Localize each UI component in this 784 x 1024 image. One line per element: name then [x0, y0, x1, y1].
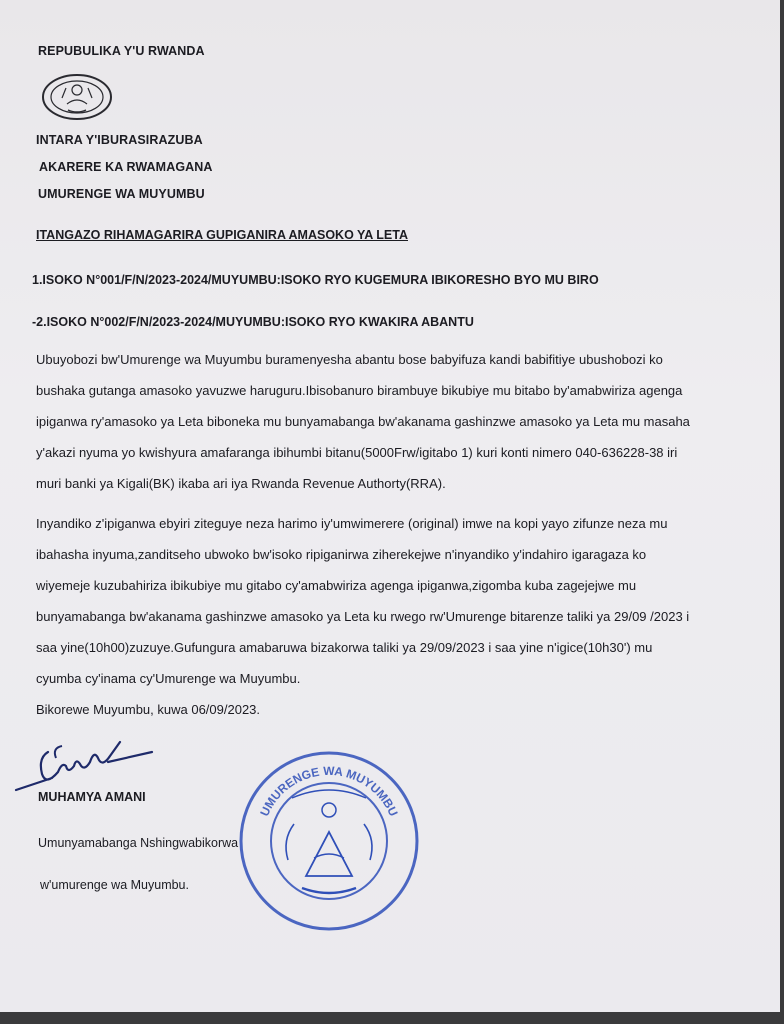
paragraph-line: ipiganwa ry'amasoko ya Leta biboneka mu bunyamabanga bw'akanama gashinzwe amasoko ya Leta mu masaha	[36, 414, 690, 429]
paragraph-line: muri banki ya Kigali(BK) ikaba ari iya Rwanda Revenue Authorty(RRA).	[36, 476, 446, 491]
paragraph-line: Ubuyobozi bw'Umurenge wa Muyumbu buramenyesha abantu bose babyifuza kandi babifitiye ubushobozi ko	[36, 352, 663, 367]
official-stamp-icon	[236, 748, 422, 934]
stamp-ring-text: UMURENGE WA MUYUMBU	[257, 763, 401, 819]
province-name: INTARA Y'IBURASIRAZUBA	[36, 133, 203, 147]
paragraph-line: bushaka gutanga amasoko yavuzwe haruguru.Ibisobanuro birambuye bikubiye mu bitabo by'amabwiriza agenga	[36, 383, 683, 398]
signatory-name: MUHAMYA AMANI	[38, 790, 146, 804]
district-name: AKARERE KA RWAMAGANA	[39, 160, 213, 174]
place-date: Bikorewe Muyumbu, kuwa 06/09/2023.	[36, 702, 261, 717]
paragraph-line: cyumba cy'inama cy'Umurenge wa Muyumbu.	[36, 671, 301, 686]
signature-icon	[12, 728, 162, 798]
paragraph-line: bunyamabanga bw'akanama gashinzwe amasoko ya Leta ku rwego rw'Umurenge bitarenze taliki ya 29/09 /2023 i	[36, 609, 690, 624]
paragraph-line: wiyemeje kuzubahiriza ibikubiye mu gitabo cy'amabwiriza agenga ipiganwa,zigomba kuba zagejejwe mu	[36, 578, 637, 593]
sector-name: UMURENGE WA MUYUMBU	[38, 187, 205, 201]
signatory-title-1: Umunyamabanga Nshingwabikorwa	[38, 836, 239, 850]
paragraph-line: Inyandiko z'ipiganwa ebyiri ziteguye neza harimo iy'umwimerere (original) imwe na kopi yayo zifunze neza mu	[36, 516, 668, 531]
paragraph-line: ibahasha inyuma,zanditseho ubwoko bw'isoko ripiganirwa ziherekejwe n'inyandiko y'indahiro igaragaza ko	[36, 547, 647, 562]
paragraph-line: saa yine(10h00)zuzuye.Gufungura amabaruwa bizakorwa taliki ya 29/09/2023 i saa yine n'igice(10h30') mu	[36, 640, 653, 655]
notice-title: ITANGAZO RIHAMAGARIRA GUPIGANIRA AMASOKO YA LETA	[36, 228, 408, 242]
paragraph-1	[36, 344, 740, 499]
paragraph-line: y'akazi nyuma yo kwishyura amafaranga ibihumbi bitanu(5000Frw/igitabo 1) kuri konti nimero 040-636228-38 iri	[36, 445, 678, 460]
tender-1: 1.ISOKO N°001/F/N/2023-2024/MUYUMBU:ISOKO RYO KUGEMURA IBIKORESHO BYO MU BIRO	[32, 273, 599, 287]
rwanda-emblem-icon	[40, 72, 114, 122]
country-name: REPUBULIKA Y'U RWANDA	[38, 44, 205, 58]
tender-2: -2.ISOKO N°002/F/N/2023-2024/MUYUMBU:ISOKO RYO KWAKIRA ABANTU	[32, 315, 474, 329]
signatory-title-2: w'umurenge wa Muyumbu.	[40, 878, 189, 892]
paragraph-2	[36, 508, 740, 694]
